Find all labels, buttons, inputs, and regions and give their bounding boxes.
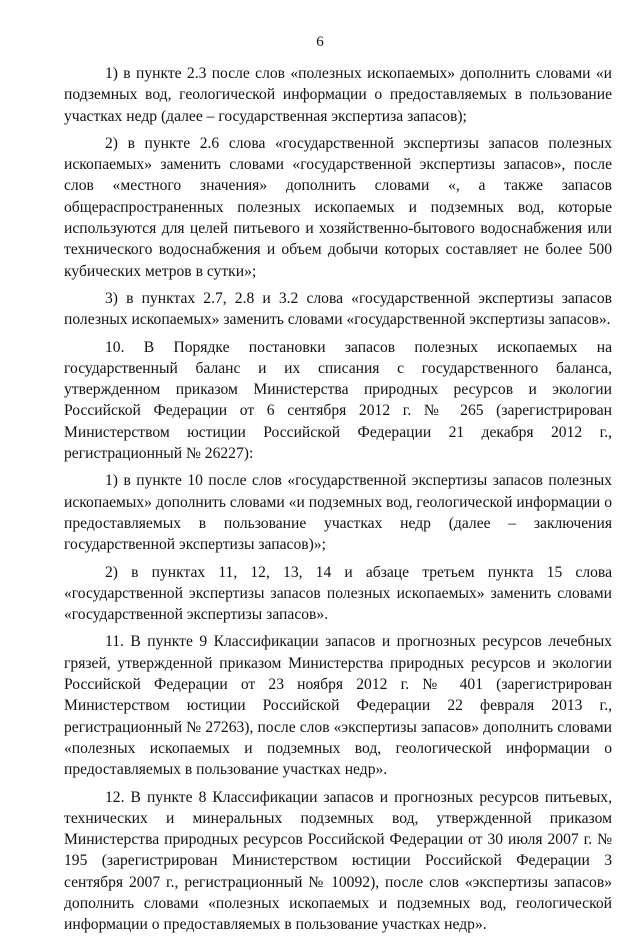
paragraph-section-10-item-1: 1) в пункте 10 после слов «государственной экспертизы запасов полезных ископаемых» дополнить словами «и подземных вод, геологической информации о предоставляемых в пользование участках недр (далее – заключения государственной экспертизы запасов)»; bbox=[64, 472, 612, 554]
paragraph-item-2-7: 3) в пунктах 2.7, 2.8 и 3.2 слова «государственной экспертизы запасов полезных ископаемых» заменить словами «государственной экспертизы запасов». bbox=[64, 289, 612, 329]
paragraph-item-2-6: 2) в пункте 2.6 слова «государственной экспертизы запасов полезных ископаемых» заменить словами «государственной экспертизы запасов», после слов «местного значения» дополнить словами «, а также запасов общераспространенных полезных ископаемых и подземных вод, которые используются для целей питьевого и хозяйственно-бытового водоснабжения или технического водоснабжения и объем добычи которых составляет не более 500 кубических метров в сутки»; bbox=[64, 134, 612, 280]
document-body bbox=[64, 63, 612, 942]
paragraph-section-12: 12. В пункте 8 Классификации запасов и прогнозных ресурсов питьевых, технических и минеральных подземных вод, утвержденной приказом Министерства природных ресурсов Российской Федерации от 30 июля 2007 г. № 195 (зарегистрирован Министерством юстиции Российской Федерации 3 сентября 2007 г., регистрационный № 10092), после слов «экспертизы запасов» дополнить словами «полезных ископаемых и подземных вод, геологической информации о предоставляемых в пользование участках недр». bbox=[64, 788, 612, 934]
paragraph-item-2-3: 1) в пункте 2.3 после слов «полезных ископаемых» дополнить словами «и подземных вод, геологической информации о предоставляемых в пользование участках недр (далее – государственная экспертиза запасов); bbox=[64, 65, 612, 125]
paragraph-section-11: 11. В пункте 9 Классификации запасов и прогнозных ресурсов лечебных грязей, утвержденной приказом Министерства природных ресурсов и экологии Российской Федерации от 23 ноября 2012 г. № 401 (зарегистрирован Министерством юстиции Российской Федерации 22 февраля 2013 г., регистрационный № 27263), после слов «экспертизы запасов» дополнить словами «полезных ископаемых и подземных вод, геологической информации о предоставляемых в пользование участках недр». bbox=[64, 633, 612, 779]
paragraph-section-10-item-2: 2) в пунктах 11, 12, 13, 14 и абзаце третьем пункта 15 слова «государственной экспертизы запасов полезных ископаемых» заменить словами «государственной экспертизы запасов». bbox=[64, 563, 612, 624]
paragraph-section-10: 10. В Порядке постановки запасов полезных ископаемых на государственный баланс и их списания с государственного баланса, утвержденном приказом Министерства природных ресурсов и экологии Российской Федерации от 6 сентября 2012 г. № 265 (зарегистрирован Министерством юстиции Российской Федерации 21 декабря 2012 г., регистрационный № 26227): bbox=[64, 338, 612, 463]
page-number: 6 bbox=[316, 34, 324, 50]
